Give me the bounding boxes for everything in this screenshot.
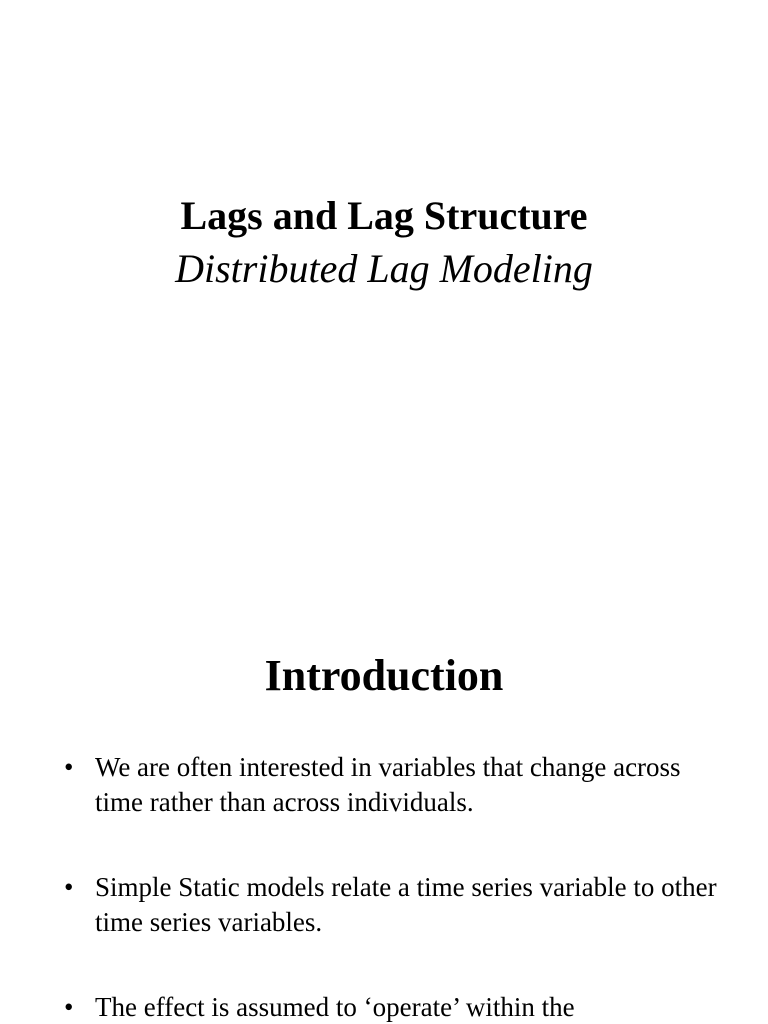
bullet-icon: • <box>64 992 74 1022</box>
bullet-icon: • <box>64 872 74 902</box>
introduction-slide <box>0 600 768 1024</box>
slide-heading: Introduction <box>264 651 504 700</box>
bullet-text: The effect is assumed to ‘operate’ within the <box>95 992 575 1022</box>
bullet-item <box>0 990 768 1024</box>
bullet-icon: • <box>64 752 74 782</box>
bullet-item <box>0 870 768 940</box>
slide-title: Lags and Lag Structure <box>180 193 588 238</box>
bullet-text: We are often interested in variables that change across time rather than across individuals. <box>95 752 681 817</box>
bullet-item <box>0 750 768 820</box>
bullet-text: Simple Static models relate a time series variable to other time series variables. <box>95 872 717 937</box>
bullet-list <box>0 750 768 1024</box>
slide-subtitle: Distributed Lag Modeling <box>175 246 593 291</box>
